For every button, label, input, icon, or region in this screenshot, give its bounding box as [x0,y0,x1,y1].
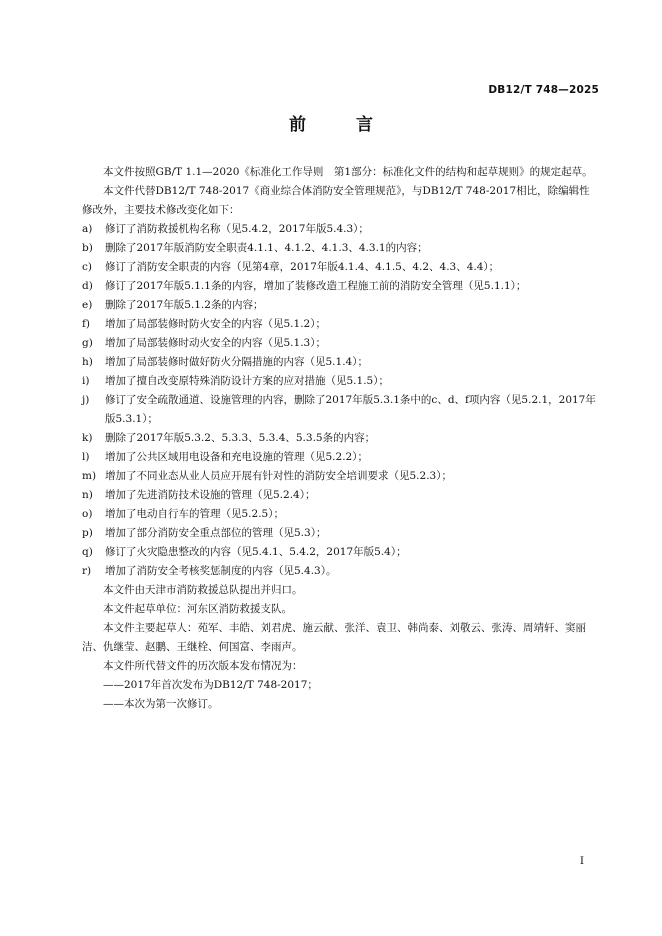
list-marker: o) [82,508,93,520]
list-marker: m) [82,470,97,482]
list-item [82,372,600,391]
list-text: 增加了局部装修时做好防火分隔措施的内容（见5.1.4）； [105,356,368,368]
closing-paragraph: 本文件起草单位：河东区消防救援支队。 [103,603,292,615]
list-marker: h) [82,356,93,368]
list-text: 修订了消防安全职责的内容（见第4章，2017年版4.1.4、4.1.5、4.2、4.3、4.4）； [105,261,500,273]
list-marker: e) [82,299,93,311]
closing-paragraph: 本文件主要起草人：苑军、丰皓、刘君虎、施云献、张洋、袁卫、韩尚泰、刘敬云、张涛、周靖轩、窦丽洁、仇继莹、赵鹏、王继栓、何国富、李雨声。 [82,622,586,653]
intro-paragraph: 本文件代替DB12/T 748-2017《商业综合体消防安全管理规范》，与DB12/T 748-2017相比，除编辑性修改外，主要技术修改变化如下： [82,185,590,216]
list-item [82,543,600,562]
list-marker: i) [82,375,90,387]
list-text: 修订了安全疏散通道、设施管理的内容，删除了2017年版5.3.1条中的c、d、f项内容（见5.2.1，2017年版5.3.1）； [105,394,596,425]
list-marker: j) [82,394,90,406]
list-item [82,315,600,334]
page-number: I [579,855,584,867]
history-line: ——本次为第一次修订。 [103,698,219,710]
list-marker: f) [82,318,90,330]
list-text: 增加了公共区域用电设备和充电设施的管理（见5.2.2）； [105,451,368,463]
list-item [82,429,600,448]
list-item [82,334,600,353]
list-text: 增加了部分消防安全重点部位的管理（见5.3）； [105,527,327,539]
change-list [82,220,600,581]
history-line: ——2017年首次发布为DB12/T 748-2017； [103,679,318,691]
closing-paragraph: 本文件所代替文件的历次版本发布情况为： [103,660,303,672]
list-text: 增加了擅自改变原特殊消防设计方案的应对措施（见5.1.5）； [105,375,389,387]
list-item [82,258,600,277]
list-marker: l) [82,451,90,463]
closing-paragraph: 本文件由天津市消防救援总队提出并归口。 [103,584,303,596]
list-marker: k) [82,432,93,444]
list-text: 删除了2017年版5.3.2、5.3.3、5.3.4、5.3.5条的内容； [105,432,376,444]
list-marker: c) [82,261,92,273]
list-text: 增加了消防安全考核奖惩制度的内容（见5.4.3）。 [105,565,337,577]
list-text: 删除了2017年版5.1.2条的内容； [105,299,264,311]
list-marker: b) [82,242,93,254]
list-marker: q) [82,546,93,558]
list-text: 修订了2017年版5.1.1条的内容，增加了装修改造工程施工前的消防安全管理（见5.1.1）； [105,280,527,292]
document-code: DB12/T 748—2025 [488,84,599,96]
list-marker: p) [82,527,93,539]
list-text: 增加了先进消防技术设施的管理（见5.2.4）； [105,489,316,501]
list-text: 删除了2017年版消防安全职责4.1.1、4.1.2、4.1.3、4.3.1的内容； [105,242,428,254]
list-text: 修订了消防救援机构名称（见5.4.2，2017年版5.4.3）； [105,223,369,235]
list-marker: n) [82,489,93,501]
list-item [82,239,600,258]
list-item [82,220,600,239]
list-marker: r) [82,565,92,577]
list-item [82,562,600,581]
list-text: 增加了电动自行车的管理（见5.2.5）； [105,508,284,520]
list-marker: a) [82,223,93,235]
list-item [82,448,600,467]
list-marker: g) [82,337,93,349]
foreword-body [82,163,600,714]
list-item [82,391,600,429]
list-item [82,505,600,524]
list-text: 增加了局部装修时动火安全的内容（见5.1.3）； [105,337,326,349]
list-item [82,296,600,315]
list-item [82,277,600,296]
list-item [82,524,600,543]
list-item [82,353,600,372]
list-text: 修订了火灾隐患整改的内容（见5.4.1、5.4.2，2017年版5.4）； [105,546,407,558]
page-title: 前 言 [289,115,395,135]
list-text: 增加了局部装修时防火安全的内容（见5.1.2）； [105,318,326,330]
list-marker: d) [82,280,93,292]
list-item [82,486,600,505]
intro-paragraph: 本文件按照GB/T 1.1—2020《标准化工作导则 第1部分：标准化文件的结构和起草规则》的规定起草。 [103,166,593,178]
list-item [82,467,600,486]
list-text: 增加了不同业态从业人员应开展有针对性的消防安全培训要求（见5.2.3）； [105,470,452,482]
